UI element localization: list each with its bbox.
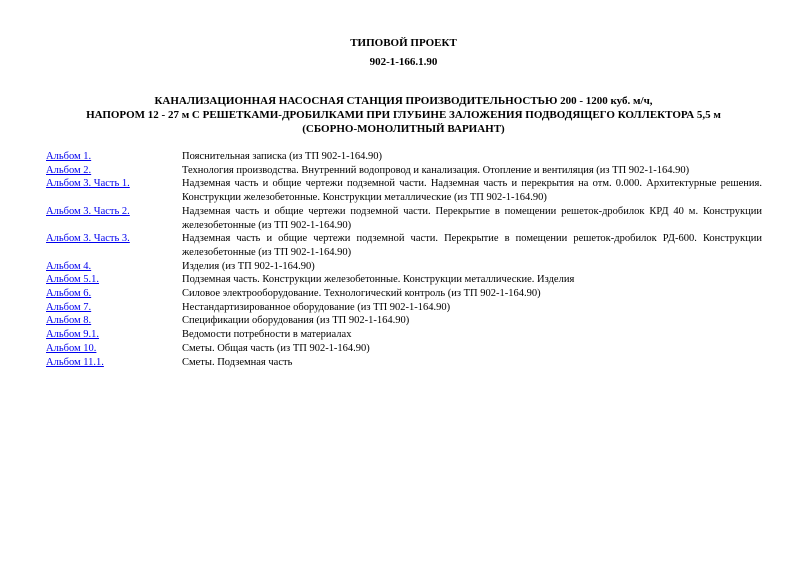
album-list [46,150,762,369]
album-link[interactable]: Альбом 5.1. [46,274,100,286]
album-row [46,205,762,232]
album-description: Сметы. Подземная часть [182,356,293,368]
album-description: Пояснительная записка (из ТП 902-1-164.90) [182,151,383,162]
album-row [46,287,762,301]
album-link[interactable]: Альбом 3. Часть 2. [46,205,130,217]
album-row [46,177,762,204]
album-link[interactable]: Альбом 6. [46,288,92,300]
album-description: Нестандартизированное оборудование (из ТП 902-1-164.90) [182,301,451,313]
heading-line-2: НАПОРОМ 12 - 27 м С РЕШЕТКАМИ-ДРОБИЛКАМИ ПРИ ГЛУБИНЕ ЗАЛОЖЕНИЯ ПОДВОДЯЩЕГО КОЛЛЕКТОРА 5,5 м [86,109,721,121]
album-description: Надземная часть и общие чертежи подземной части. Надземная часть и перекрытия на отм. 0.000. Архитектурные решения. Конструкции железобетонные. Конструкции металлические (из ТП 902-1-164.90) [182,178,762,204]
album-link[interactable]: Альбом 7. [46,301,92,313]
album-description: Сметы. Общая часть (из ТП 902-1-164.90) [182,342,370,354]
album-row [46,232,762,259]
album-link[interactable]: Альбом 1. [46,151,92,162]
album-description: Надземная часть и общие чертежи подземной части. Перекрытие в помещении решеток-дробилок РД-600. Конструкции железобетонные (из ТП 902-1-164.90) [182,233,762,258]
album-link[interactable]: Альбом 8. [46,315,92,327]
album-row [46,260,762,274]
album-description: Спецификации оборудования (из ТП 902-1-164.90) [182,315,410,327]
project-code: 902-1-166.1.90 [369,56,438,68]
album-row [46,356,762,370]
album-link[interactable]: Альбом 3. Часть 3. [46,233,130,245]
document-type-label: ТИПОВОЙ ПРОЕКТ [350,37,457,49]
album-row [46,273,762,287]
album-row [46,150,762,164]
album-link[interactable]: Альбом 2. [46,164,92,176]
album-link[interactable]: Альбом 11.1. [46,356,104,368]
album-description: Технология производства. Внутренний водопровод и канализация. Отопление и вентиляция (из ТП 902-1-164.90) [182,164,690,176]
album-description: Ведомости потребности в материалах [182,329,352,341]
album-link[interactable]: Альбом 9.1. [46,329,100,341]
album-row [46,342,762,356]
album-description: Силовое электрооборудование. Технологический контроль (из ТП 902-1-164.90) [182,288,541,300]
album-description: Изделия (из ТП 902-1-164.90) [182,260,315,272]
heading-line-1: КАНАЛИЗАЦИОННАЯ НАСОСНАЯ СТАНЦИЯ ПРОИЗВОДИТЕЛЬНОСТЬЮ 200 - 1200 куб. м/ч, [154,95,653,107]
album-row [46,301,762,315]
heading-line-3: (СБОРНО-МОНОЛИТНЫЙ ВАРИАНТ) [302,123,505,135]
album-description: Подземная часть. Конструкции железобетонные. Конструкции металлические. Изделия [182,274,575,286]
album-row [46,314,762,328]
project-heading [40,94,767,136]
album-link[interactable]: Альбом 10. [46,342,97,354]
album-link[interactable]: Альбом 4. [46,260,92,272]
album-row [46,164,762,178]
album-link[interactable]: Альбом 3. Часть 1. [46,178,130,190]
album-description: Надземная часть и общие чертежи подземной части. Перекрытие в помещении решеток-дробилок КРД 40 м. Конструкции железобетонные (из ТП 902-1-164.90) [182,205,762,231]
album-row [46,328,762,342]
